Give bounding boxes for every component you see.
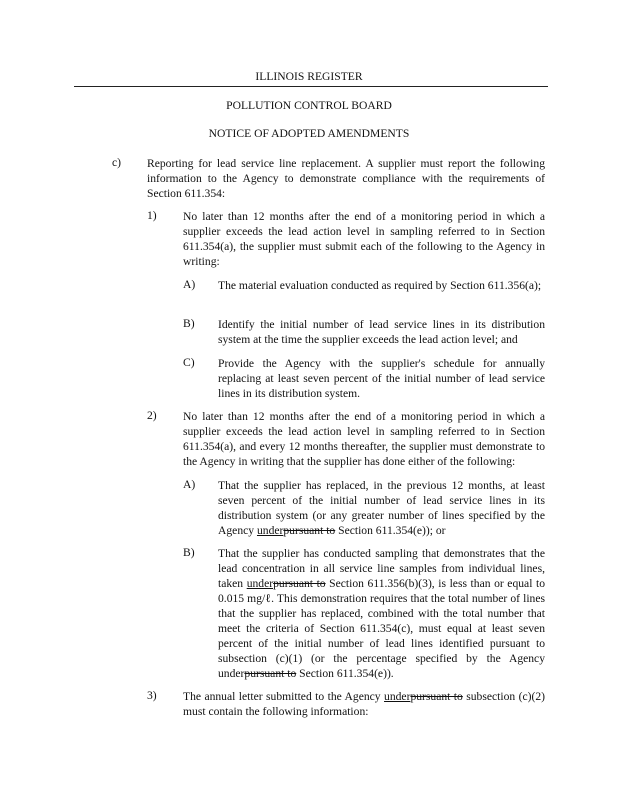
item-2-label: 2): [147, 409, 157, 422]
item-1c-label: C): [183, 356, 195, 369]
item-3-text-before: The annual letter submitted to the Agency: [183, 690, 385, 703]
item-2b-added-1: under: [246, 577, 274, 590]
item-1a-text: The material evaluation conducted as required by Section 611.356(a);: [218, 279, 542, 292]
item-2b-text-1: That the supplier has conducted sampling that demonstrates that the lead concentration in all service line samples from individual lines, taken: [218, 547, 545, 590]
item-1b-text: Identify the initial number of lead service lines in its distribution system at the time the supplier exceeds the lead action level; and: [218, 318, 545, 346]
item-2b-text-2: Section 611.356(b)(3), is less than or equal to 0.015 mg/ℓ. This demonstration requires that the total number of lines that the supplier has replaced, combined with the total number that meet the criteria of Section 611.354(c), must equal at least seven percent of the initial number of lead lines identified pursuant to subsection (c)(1) (or the percentage specified by the Agency: [218, 577, 545, 665]
item-2-text: No later than 12 months after the end of a monitoring period in which a supplier exceeds the lead action level in sampling referred to in Section 611.354(a), and every 12 months thereafter, the supplier must demonstrate to the Agency in writing that the supplier has done either of the following:: [183, 410, 545, 468]
item-3-added: under: [384, 690, 411, 703]
item-2b-text: [218, 546, 545, 681]
item-2b-text-3: Section 611.354(e)).: [296, 667, 394, 680]
header-rule: [74, 86, 548, 87]
item-1-label: 1): [147, 209, 157, 222]
item-1a-label: A): [183, 278, 196, 291]
item-2b-deleted-2: pursuant to: [244, 667, 297, 680]
item-2a-text-after: Section 611.354(e)); or: [335, 524, 446, 537]
item-2b-added-2: under: [218, 667, 245, 680]
item-2a-deleted: pursuant to: [283, 524, 336, 537]
item-1-text: No later than 12 months after the end of a monitoring period in which a supplier exceeds the lead action level in sampling referred to in Section 611.354(a), the supplier must submit each of the following to the Agency in writing:: [183, 210, 545, 268]
item-2a-text: [218, 478, 545, 538]
item-3-deleted: pursuant to: [410, 690, 463, 703]
section-c-label: c): [112, 156, 122, 169]
item-2a-added: under: [256, 524, 284, 537]
item-2b-deleted-1: pursuant to: [273, 577, 326, 590]
item-3-text: [183, 689, 545, 719]
register-title: ILLINOIS REGISTER: [255, 70, 363, 83]
item-1c-text: Provide the Agency with the supplier's schedule for annually replacing at least seven percent of the initial number of lead service lines in its distribution system.: [218, 357, 545, 400]
item-3-text-after: subsection (c)(2) must contain the following information:: [183, 690, 545, 718]
item-2a-label: A): [183, 478, 196, 491]
board-title: POLLUTION CONTROL BOARD: [226, 99, 392, 112]
item-2a-text-before: That the supplier has replaced, in the previous 12 months, at least seven percent of the initial number of lead service lines in its distribution system (or any greater number of lines specified by the Agency: [218, 479, 545, 537]
item-3-label: 3): [147, 689, 157, 702]
notice-title: NOTICE OF ADOPTED AMENDMENTS: [208, 127, 410, 140]
section-c-text: Reporting for lead service line replacement. A supplier must report the following information to the Agency to demonstrate compliance with the requirements of Section 611.354:: [147, 157, 545, 200]
item-1b-label: B): [183, 317, 195, 330]
item-2b-label: B): [183, 546, 195, 559]
